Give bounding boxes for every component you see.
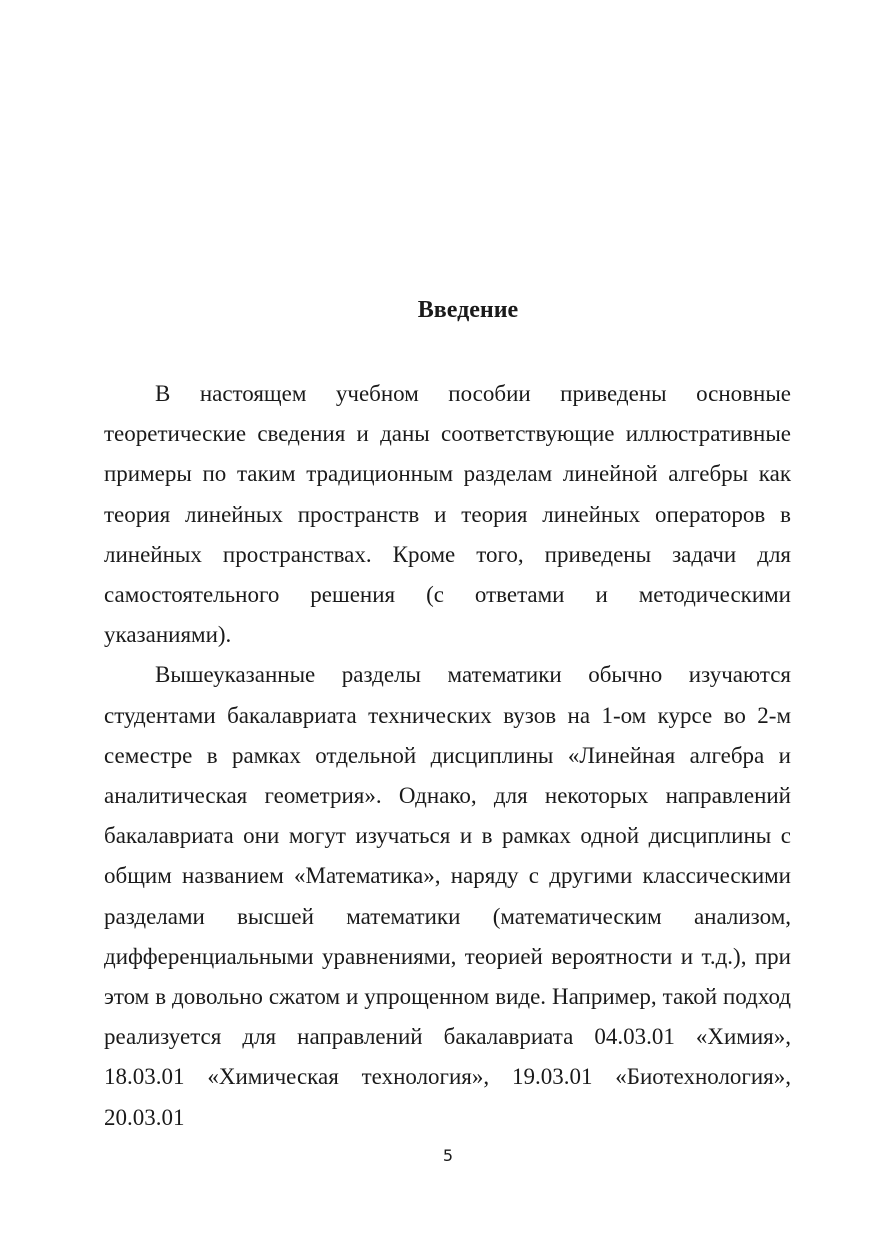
paragraph-intro: В настоящем учебном пособии приведены основные теоретические сведения и даны соответствующие иллюстративные примеры по таким традиционным разделам линейной алгебры как теория линейных пространств и теория линейных операторов в линейных пространствах. Кроме того, приведены задачи для самостоятельного решения (с ответами и методическими указаниями). (104, 381, 791, 648)
paragraph-courses: Вышеуказанные разделы математики обычно изучаются студентами бакалавриата технических вузов на 1-ом курсе во 2-м семестре в рамках отдельной дисциплины «Линейная алгебра и аналитическая геометрия». Однако, для некоторых направлений бакалавриата они могут изучаться и в рамках одной дисциплины с общим названием «Математика», наряду с другими классическими разделами высшей математики (математическим анализом, дифференциальными уравнениями, теорией вероятности и т.д.), при этом в довольно сжатом и упрощенном виде. Например, такой подход реализуется для направлений бакалавриата 04.03.01 «Химия», 18.03.01 «Химическая технология», 19.03.01 «Биотехнология», 20.03.01 (104, 662, 791, 1130)
body-text (104, 374, 791, 1138)
page-number: 5 (442, 1146, 454, 1165)
section-title: Введение (417, 297, 519, 323)
